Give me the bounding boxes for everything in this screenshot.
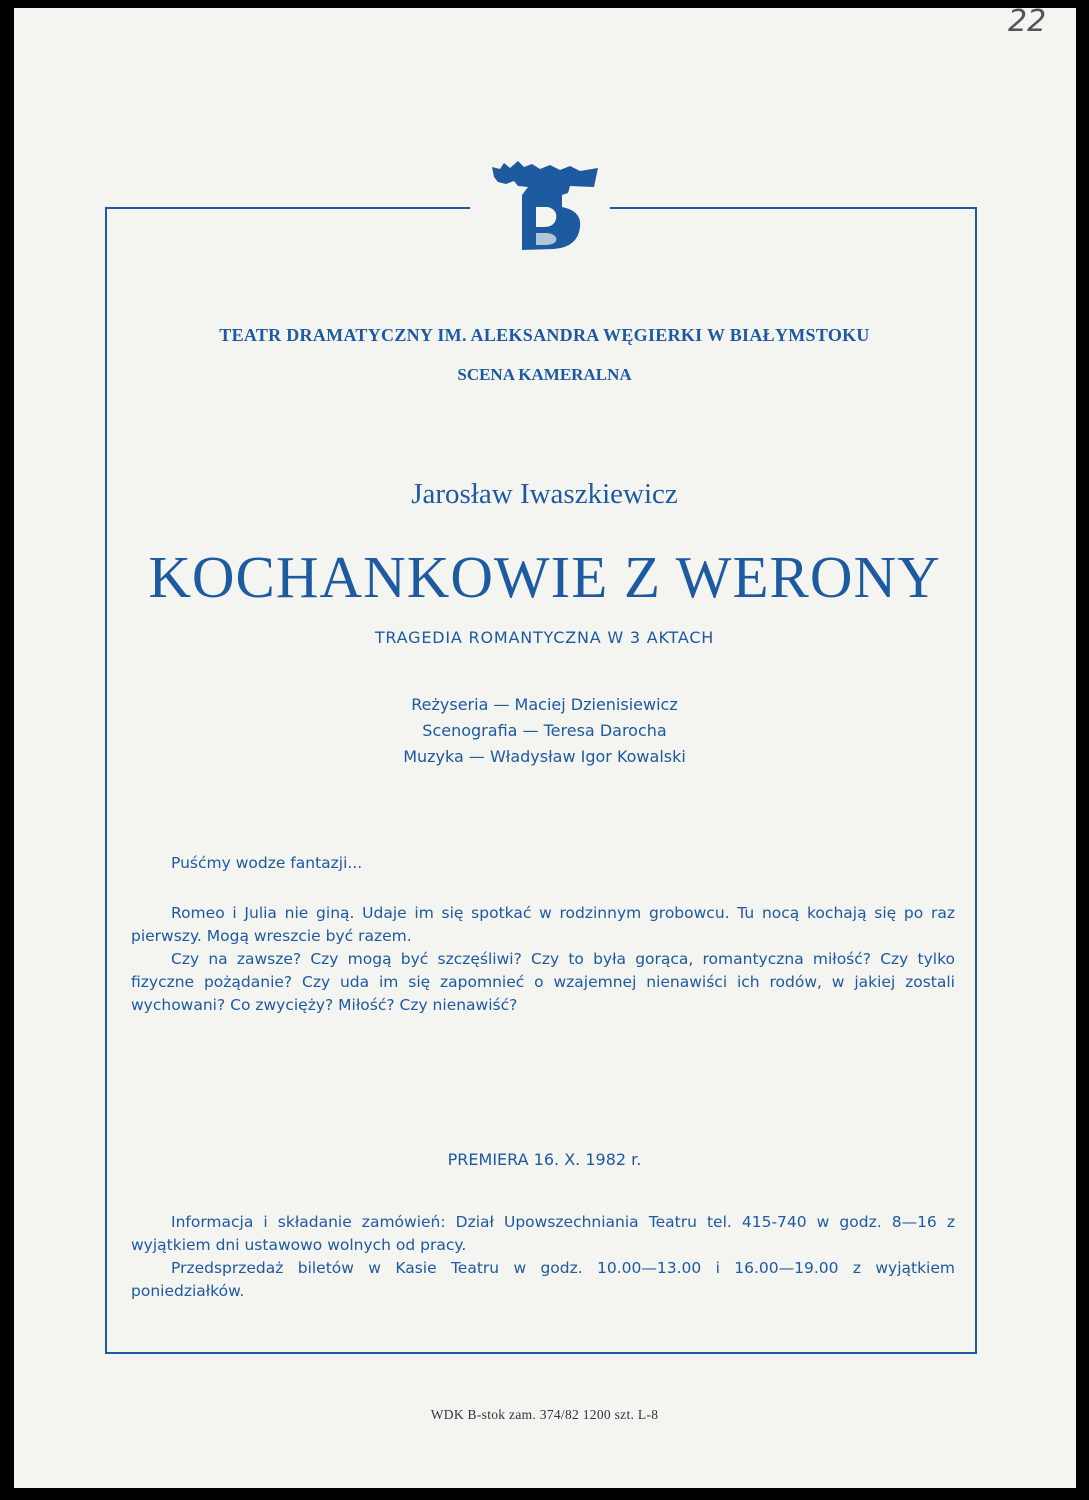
ticket-info <box>131 1211 955 1303</box>
credit-scenography: Scenografia — Teresa Darocha <box>422 721 667 740</box>
description-body <box>131 902 955 1017</box>
tb-logo-icon <box>470 155 610 265</box>
credit-director: Reżyseria — Maciej Dzienisiewicz <box>411 695 678 714</box>
author-name: Jarosław Iwaszkiewicz <box>411 478 678 510</box>
play-subtitle: TRAGEDIA ROMANTYCZNA W 3 AKTACH <box>374 628 715 647</box>
credit-music: Muzyka — Władysław Igor Kowalski <box>403 747 686 766</box>
handwritten-page-number: 22 <box>1008 4 1047 39</box>
description-lead <box>131 852 955 875</box>
description-paragraph-1: Romeo i Julia nie giną. Udaje im się spotkać w rodzinnym grobowcu. Tu nocą kochają się po raz pierwszy. Mogą wreszcie być razem. <box>131 904 955 945</box>
description-paragraph-2: Czy na zawsze? Czy mogą być szczęśliwi? Czy to była gorąca, romantyczna miłość? Czy tylko fizyczne pożądanie? Czy uda im się zapomnieć o wzajemnej nienawiści ich rodów, w jakiej zostali wychowani? Co zwycięży? Miłość? Czy nienawiść? <box>131 950 955 1014</box>
print-footer: WDK B-stok zam. 374/82 1200 szt. L-8 <box>430 1407 659 1422</box>
premiere-date: PREMIERA 16. X. 1982 r. <box>447 1150 642 1169</box>
play-title: KOCHANKOWIE Z WERONY <box>148 544 941 610</box>
lead-line: Puśćmy wodze fantazji... <box>171 854 363 872</box>
stage-name: SCENA KAMERALNA <box>457 365 632 384</box>
info-presale: Przedsprzedaż biletów w Kasie Teatru w godz. 10.00—13.00 i 16.00—19.00 z wyjątkiem poniedziałków. <box>131 1259 955 1300</box>
info-orders: Informacja i składanie zamówień: Dział Upowszechniania Teatru tel. 415-740 w godz. 8—16 z wyjątkiem dni ustawowo wolnych od pracy. <box>131 1213 955 1254</box>
credits-list <box>0 692 1089 770</box>
theatre-name: TEATR DRAMATYCZNY IM. ALEKSANDRA WĘGIERKI W BIAŁYMSTOKU <box>219 325 870 345</box>
